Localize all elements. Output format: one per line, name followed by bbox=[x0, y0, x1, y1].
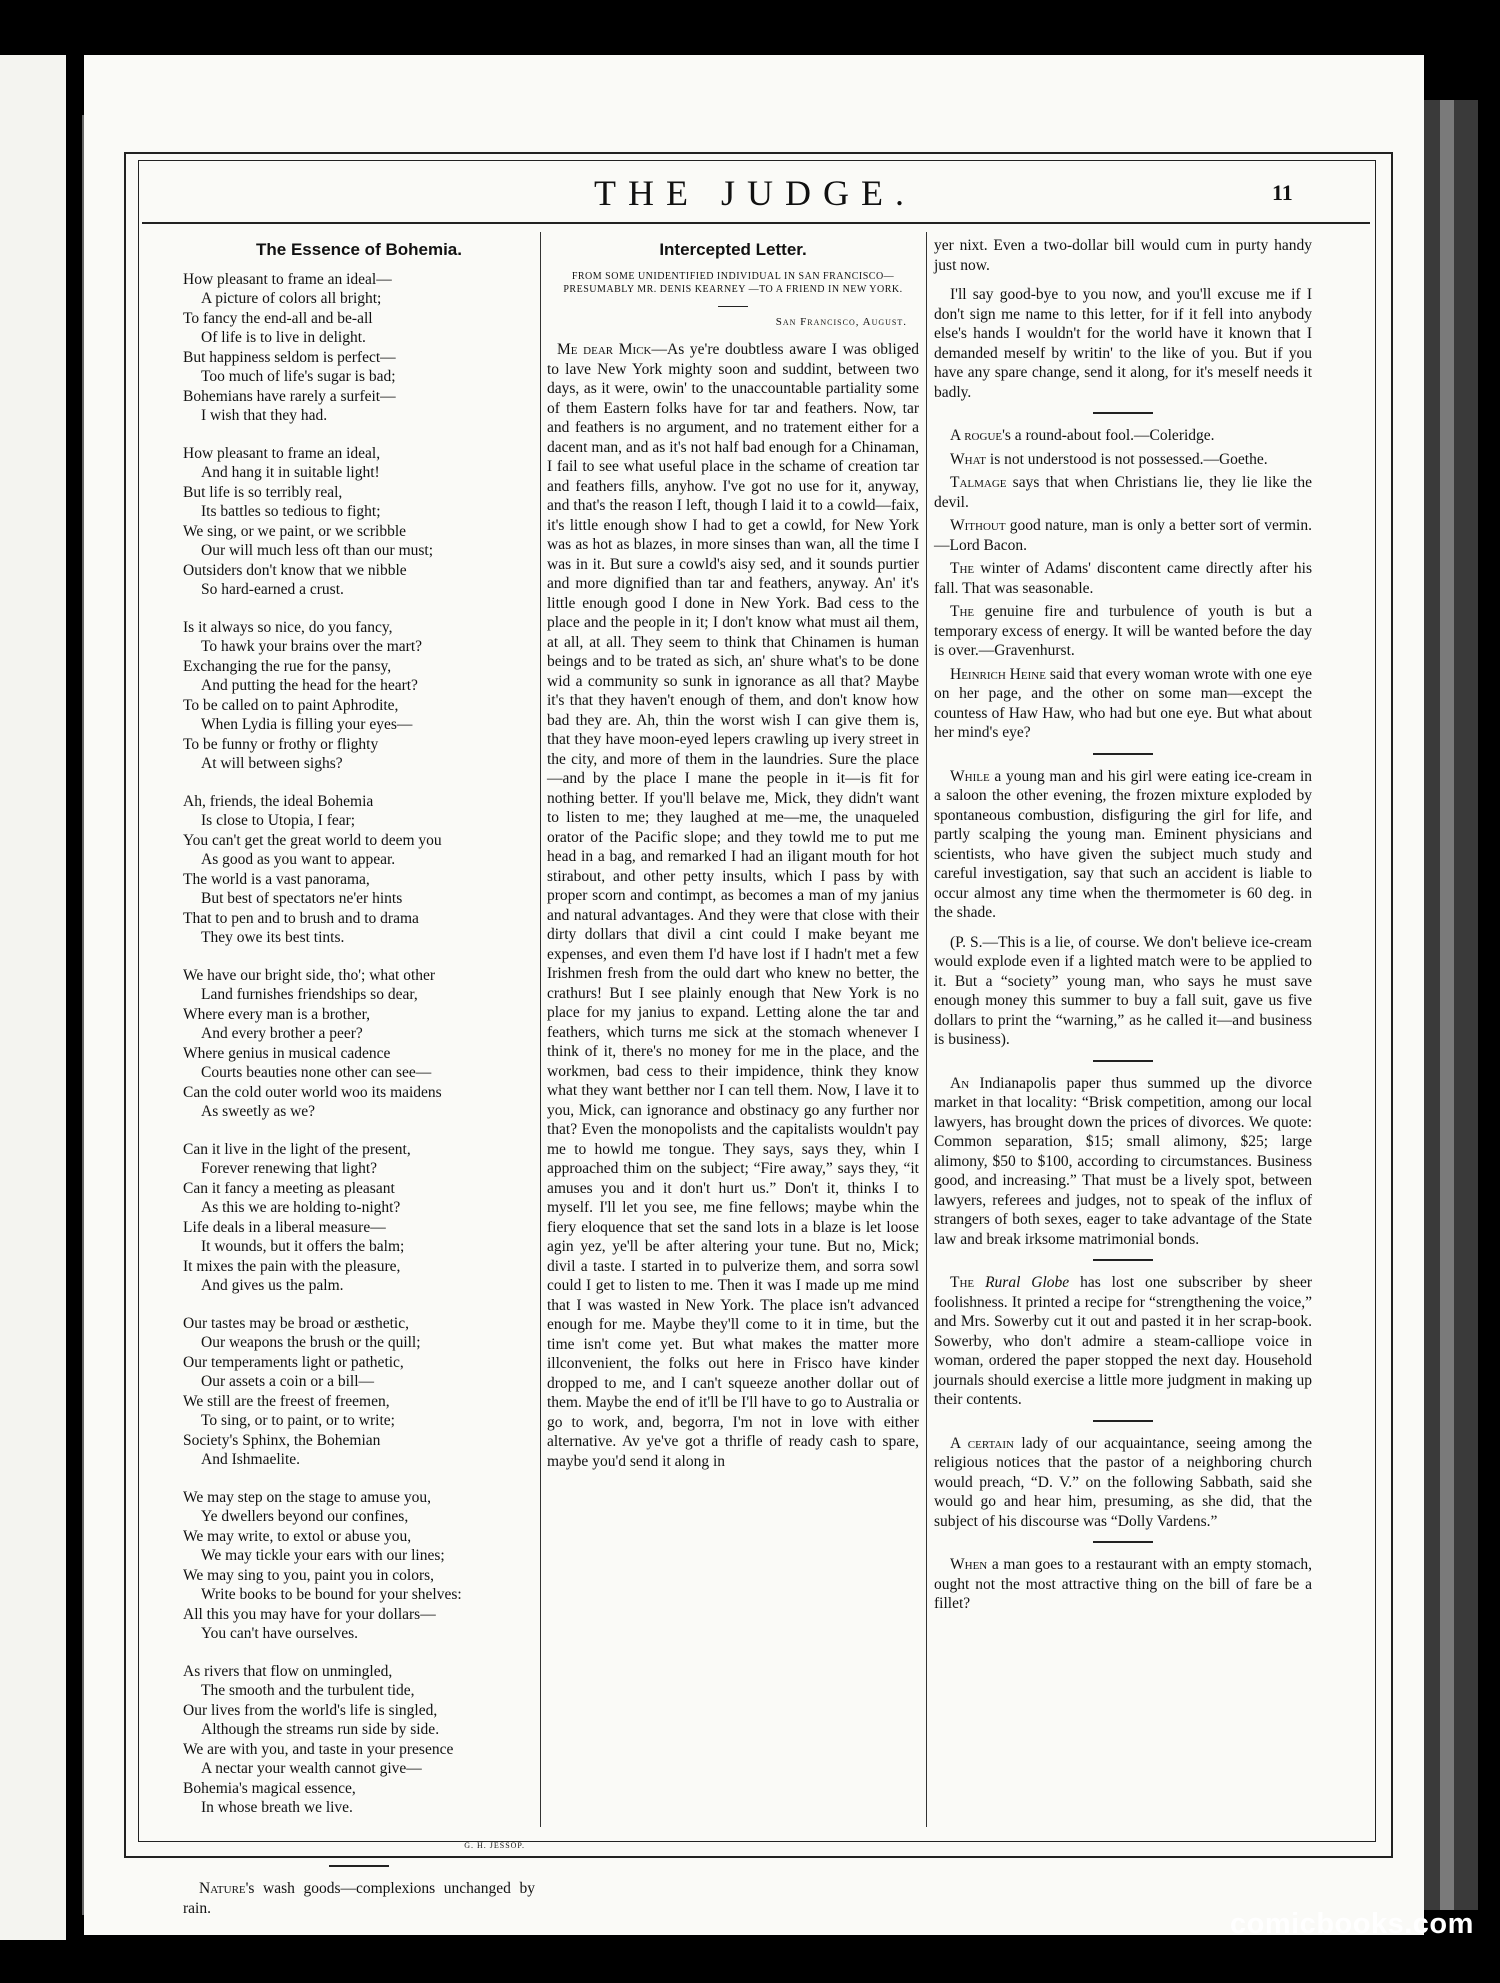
poem-line: How pleasant to frame an ideal— bbox=[183, 270, 392, 288]
quote-item bbox=[934, 450, 1312, 470]
poem-line: A picture of colors all bright; bbox=[201, 290, 382, 307]
lady-paragraph bbox=[934, 1434, 1312, 1532]
poem-line: We may step on the stage to amuse you, bbox=[183, 1488, 431, 1506]
quote-item bbox=[934, 426, 1312, 446]
poem-line: Can the cold outer world woo its maidens bbox=[183, 1083, 442, 1101]
poem-stanza bbox=[183, 444, 535, 600]
poem-line: A nectar your wealth cannot give— bbox=[201, 1760, 422, 1777]
poem-line: All this you may have for your dollars— bbox=[183, 1605, 436, 1623]
poem-line: Ah, friends, the ideal Bohemia bbox=[183, 792, 374, 810]
quote-text: genuine fire and turbulence of youth is but a temporary excess of energy. It will be wanted before the day is over.—Gravenhurst. bbox=[934, 603, 1312, 659]
poem-line: As rivers that flow on unmingled, bbox=[183, 1662, 393, 1680]
poem-stanza bbox=[183, 792, 535, 948]
letter-text: —As ye're doubtless aware I was obliged to lave New York mighty soon and suddint, between two days, as it were, owin' to the unaccountable partiality some of them Eastern folks have for tar and feathers. Now, tar and feathers is no argument, and no tratement either for a dacent man, and as it's not half bad enough for a Chinaman, I fail to see what useful place in the schame of creation tar and feathers fills, anyhow. I've got no use for it, anyway, and that's the reason I left, though I laid it to a cowld—faix, it's little enough show I had to get a cowld, for New York was as hot as blazes, in more sinses than wan, all the time I was in it. But sure a cowld's aisy sed, and it sounds purtier and more dignified than tar and feathers, anyway. An' it's little enough good I done in New York. Bad cess to the place and the people in it; I don't know what must ail them, at all, at all. They seem to think that Chinamen is human beings and to be trated as sich, an' shure what's to be done wid a community so sunk in ignorance as all that? Maybe it's that they haven't enough of them, and don't know how bad they are. Ah, thin the worst wish I can give them is, that they have moon-eyed lepers crawling up ivery street in the city, and more of them in the laundries. Sure the place—and by the place I mane the people in it—is fit for nothing better. If you'll belave me, Mick, they didn't want to listen to me; they laughed at me—me, the unaqueled orator of the Pacific slope; and they towld me to put me head in a bag, and remarked I had an iligant mouth for hot stirabout, and other petty insults, which I pass by with proper scorn and contimpt, as becomes a man of my janius and natural advantages. And they were that close with their dirty dollars that divil a cint could I make beyant me expenses, and even them I'd have lost if I hadn't met a few Irishmen fresh from the ould dart who knew no better, the crathurs! But I see plainly enough that New York is no place for my janius to expand. Letting alone the tar and feathers, which turns me sick at the stomach whenever I think of it, there's no money for me in the place, and the workmen, bad cess to their impidence, think they know what they want betther nor I can tell them. Now, I lave it to you, Mick, can ignorance and obstinacy go any further nor that? Even the monopolists and the capitalists wouldn't pay me to howld me tongue. They says, says they, whin I approached thim on the subject; “Fire away,” says they, “it amuses you and it don't hurt us.” Don't it, thinks I to myself. I'll let you see, me fine fellows; maybe whin the fiery eloquence that set the sand lots in a blaze is let loose agin yez, ye'll be after altering your tune. But no, Mick; divil a taste. I started in to pulverize them, and sorra sowl could I get to listen to me. Then it was I made up me mind that I was wasted in New York. The place isn't advanced enough for me. Maybe they'll come to it in time, but the time isn't come yet. But what makes the matter more illconvenient, the folks out here in Frisco have kinder dropped to me, and I can't squeeze another dollar out of them. Maybe the end of it'll be I'll have to go to Australia or go to work, and, begorra, I'm not in love with either alternative. Av ye've got a thrifle of ready cash to spare, maybe you'd send it along in bbox=[547, 341, 920, 1470]
poem-stanza bbox=[183, 1662, 535, 1818]
letter-continued: yer nixt. Even a two-dollar bill would cum in purty handy just now. bbox=[934, 237, 1312, 274]
poem-line: It wounds, but it offers the balm; bbox=[201, 1238, 405, 1255]
nature-lead: Nature bbox=[199, 1880, 246, 1897]
column-rule-1 bbox=[540, 232, 541, 1827]
poem-line: Too much of life's sugar is bad; bbox=[201, 368, 396, 385]
poem-line: Can it fancy a meeting as pleasant bbox=[183, 1179, 395, 1197]
poem-line: I wish that they had. bbox=[201, 407, 328, 424]
separator bbox=[1093, 1060, 1153, 1062]
poem-line: Life deals in a liberal measure— bbox=[183, 1218, 386, 1236]
poem-line: Exchanging the rue for the pansy, bbox=[183, 657, 392, 675]
poem-line: We may write, to extol or abuse you, bbox=[183, 1527, 412, 1545]
poem-body bbox=[183, 270, 535, 1818]
poem-line: As this we are holding to-night? bbox=[201, 1199, 401, 1216]
poem-line: Society's Sphinx, the Bohemian bbox=[183, 1431, 381, 1449]
watermark-logo: comicbooks.com bbox=[1230, 1908, 1474, 1940]
poem-line: Bohemians have rarely a surfeit— bbox=[183, 387, 396, 405]
poem-line: Ye dwellers beyond our confines, bbox=[201, 1508, 409, 1525]
poem-line: To fancy the end-all and be-all bbox=[183, 309, 373, 327]
quote-lead: The bbox=[950, 603, 975, 620]
divorce-text: Indianapolis paper thus summed up the divorce market in that locality: “Brisk competition, among our local lawyers, has brought down the prices of divorces. We quote: Common separation, $15; small alimony, $25; large alimony, $50 to $100, according to circumstances. Business good, and increasing.” That must be a lively spot, between lawyers, referees and judges, not to speak of the influx of strangers of both sexes, eager to take advantage of the State law and break irksome matrimonial bonds. bbox=[934, 1074, 1312, 1248]
quote-text: 's a round-about fool.—Coleridge. bbox=[1002, 427, 1215, 444]
separator bbox=[1093, 1420, 1153, 1422]
poem-line: We still are the freest of freemen, bbox=[183, 1392, 390, 1410]
poem-line: Bohemia's magical essence, bbox=[183, 1779, 356, 1797]
nature-text: 's wash goods—complexions unchanged by rain. bbox=[183, 1880, 535, 1917]
restaurant-lead: When bbox=[950, 1556, 988, 1573]
poem-line: That to pen and to brush and to drama bbox=[183, 909, 419, 927]
separator bbox=[329, 1865, 389, 1867]
poem-line: To be funny or frothy or flighty bbox=[183, 735, 379, 753]
poem-line: The smooth and the turbulent tide, bbox=[201, 1682, 415, 1699]
poem-line: As good as you want to appear. bbox=[201, 851, 396, 868]
quote-text: says that when Christians lie, they lie like the devil. bbox=[934, 474, 1312, 511]
poem-line: As sweetly as we? bbox=[201, 1103, 316, 1120]
poem-line: The world is a vast panorama, bbox=[183, 870, 370, 888]
poem-line: Its battles so tedious to fight; bbox=[201, 503, 381, 520]
poem-line: Courts beauties none other can see— bbox=[201, 1064, 432, 1081]
separator bbox=[1093, 412, 1153, 414]
poem-line: Write books to be bound for your shelves: bbox=[201, 1586, 462, 1603]
poem-line: It mixes the pain with the pleasure, bbox=[183, 1257, 401, 1275]
book-binding-shadow bbox=[1440, 100, 1454, 1910]
poem-line: Our tastes may be broad or æsthetic, bbox=[183, 1314, 409, 1332]
poem-line: Of life is to live in delight. bbox=[201, 329, 366, 346]
quote-item bbox=[934, 665, 1312, 743]
poem-line: In whose breath we live. bbox=[201, 1799, 353, 1816]
globe-paragraph bbox=[934, 1273, 1312, 1410]
poem-line: Our will much less oft than our must; bbox=[201, 542, 434, 559]
poem-line: And putting the head for the heart? bbox=[201, 677, 418, 694]
column-miscellany bbox=[934, 236, 1312, 1624]
poem-stanza bbox=[183, 618, 535, 774]
poem-line: Our lives from the world's life is singled, bbox=[183, 1701, 438, 1719]
quote-lead: What bbox=[950, 450, 987, 468]
letter-close: I'll say good-bye to you now, and you'll excuse me if I don't sign me name to this letter, for if it fell into anybody else's hands I wouldn't for the world have it known that I demanded meself by writin' to the like of you. But if you have any spare change, send it along, for it's meself needs it badly. bbox=[934, 286, 1312, 401]
poem-line: To be called on to paint Aphrodite, bbox=[183, 696, 399, 714]
quote-lead: A rogue bbox=[950, 427, 1003, 444]
lady-text: lady of our acquaintance, seeing among the religious notices that the pastor of a neighboring church would preach, “D. V.” on the following Sabbath, said she would go and hear him, presuming, as she did, that the subject of his discourse was “Dolly Vardens.” bbox=[934, 1434, 1312, 1530]
poem-line: Our weapons the brush or the quill; bbox=[201, 1334, 421, 1351]
poem-line: We may tickle your ears with our lines; bbox=[201, 1547, 445, 1564]
quote-text: said that every woman wrote with one eye on her page, and the other on some man—except the countess of Haw Haw, who had but one eye. But what about her mind's eye? bbox=[934, 665, 1313, 741]
poem-stanza bbox=[183, 270, 535, 426]
column-letter bbox=[547, 236, 919, 1481]
poem-line: Forever renewing that light? bbox=[201, 1160, 378, 1177]
poem-line: Our temperaments light or pathetic, bbox=[183, 1353, 404, 1371]
poem-line: So hard-earned a crust. bbox=[201, 581, 344, 598]
poem-line: You can't have ourselves. bbox=[201, 1625, 359, 1642]
poem-line: We have our bright side, tho'; what other bbox=[183, 966, 436, 984]
quote-item bbox=[934, 516, 1312, 555]
poem-line: How pleasant to frame an ideal, bbox=[183, 444, 381, 462]
quote-item bbox=[934, 559, 1312, 598]
adjacent-page-edge bbox=[0, 55, 66, 1940]
poem-stanza bbox=[183, 1140, 535, 1296]
poem-line: Outsiders don't know that we nibble bbox=[183, 561, 407, 579]
poem-line: You can't get the great world to deem you bbox=[183, 831, 442, 849]
poem-author: G. H. JESSOP. bbox=[464, 1840, 525, 1850]
globe-lead: The bbox=[950, 1274, 975, 1291]
poem-title: The Essence of Bohemia. bbox=[256, 240, 462, 259]
lady-lead: A certain bbox=[950, 1434, 1014, 1452]
letter-title: Intercepted Letter. bbox=[659, 240, 807, 259]
letter-dateline: San Francisco, August. bbox=[775, 315, 907, 328]
quote-lead: Talmage bbox=[950, 474, 1007, 491]
poem-line: But happiness seldom is perfect— bbox=[183, 348, 396, 366]
poem-line: Although the streams run side by side. bbox=[201, 1721, 440, 1738]
divorce-paragraph bbox=[934, 1074, 1312, 1250]
globe-text: has lost one subscriber by sheer foolishness. It printed a recipe for “strengthening the voice,” and Mrs. Sowerby cut it out and pasted it in her scrap-book. Sowerby, who don't admire a steam-calliope voice in woman, ordered the paper stopped the next day. Household journals should exercise a little more judgment in making up their contents. bbox=[934, 1274, 1313, 1408]
poem-line: We sing, or we paint, or we scribble bbox=[183, 522, 407, 540]
poem-line: At will between sighs? bbox=[201, 755, 343, 772]
letter-salutation: Me dear Mick bbox=[557, 341, 652, 358]
quote-text: is not understood is not possessed.—Goethe. bbox=[986, 450, 1268, 468]
poem-stanza bbox=[183, 966, 535, 1122]
quote-item bbox=[934, 602, 1312, 661]
poem-line: Is close to Utopia, I fear; bbox=[201, 812, 356, 829]
quote-lead: The bbox=[950, 560, 975, 577]
icecream-lead: While bbox=[950, 767, 990, 785]
poem-line: We may sing to you, paint you in colors, bbox=[183, 1566, 435, 1584]
poem-line: And gives us the palm. bbox=[201, 1277, 344, 1294]
poem-line: But best of spectators ne'er hints bbox=[201, 890, 403, 907]
masthead-title: THE JUDGE. bbox=[594, 173, 916, 213]
masthead-rule bbox=[142, 222, 1370, 224]
poem-line: Can it live in the light of the present, bbox=[183, 1140, 411, 1158]
nature-paragraph bbox=[183, 1879, 535, 1918]
quote-lead: Heinrich Heine bbox=[950, 665, 1046, 683]
poem-line: Where genius in musical cadence bbox=[183, 1044, 391, 1062]
icecream-text: a young man and his girl were eating ice-cream in a saloon the other evening, the frozen mixture exploded by spontaneous combustion, disfiguring the girl for life, and partly scalping the young man. Eminent physicians and scientists, who have given the subject much study and careful investigation, say that such an accident is liable to occur almost any time when the thermometer is 60 deg. in the shade. bbox=[934, 767, 1312, 921]
poem-line: And hang it in suitable light! bbox=[201, 464, 380, 481]
quotes-list bbox=[934, 426, 1312, 743]
icecream-paragraph bbox=[934, 767, 1312, 923]
column-poem bbox=[183, 236, 535, 1928]
poem-stanza bbox=[183, 1314, 535, 1470]
column-rule-2 bbox=[926, 232, 927, 1827]
poem-line: And every brother a peer? bbox=[201, 1025, 363, 1042]
poem-line: Land furnishes friendships so dear, bbox=[201, 986, 418, 1003]
poem-stanza bbox=[183, 1488, 535, 1644]
poem-line: Where every man is a brother, bbox=[183, 1005, 371, 1023]
quote-text: winter of Adams' discontent came directly after his fall. That was seasonable. bbox=[934, 560, 1312, 597]
poem-line: And Ishmaelite. bbox=[201, 1451, 301, 1468]
quote-lead: Without bbox=[950, 517, 1006, 534]
poem-line: Our assets a coin or a bill— bbox=[201, 1373, 375, 1390]
poem-line: Is it always so nice, do you fancy, bbox=[183, 618, 393, 636]
separator bbox=[1093, 753, 1153, 755]
poem-line: To sing, or to paint, or to write; bbox=[201, 1412, 395, 1429]
separator bbox=[1093, 1541, 1153, 1543]
letter-body bbox=[547, 340, 919, 1471]
poem-line: To hawk your brains over the mart? bbox=[201, 638, 423, 655]
ps-paragraph: (P. S.—This is a lie, of course. We don't believe ice-cream would explode even if a lighted match were to be applied to it. But a “society” young man, who says he must save enough money this summer to buy a fall suit, gave us five dollars to print the “warning,” as he called it—and business is business). bbox=[934, 933, 1312, 1048]
poem-line: But life is so terribly real, bbox=[183, 483, 343, 501]
page-number: 11 bbox=[1272, 180, 1293, 205]
poem-line: When Lydia is filling your eyes— bbox=[201, 716, 413, 733]
letter-subtitle: FROM SOME UNIDENTIFIED INDIVIDUAL IN SAN FRANCISCO—PRESUMABLY MR. DENIS KEARNEY —TO A FRIEND IN NEW YORK. bbox=[563, 270, 903, 295]
poem-line: We are with you, and taste in your presence bbox=[183, 1740, 454, 1758]
restaurant-paragraph bbox=[934, 1555, 1312, 1614]
separator bbox=[1093, 1259, 1153, 1261]
separator bbox=[718, 306, 748, 307]
quote-item bbox=[934, 473, 1312, 512]
globe-italic: Rural Globe bbox=[985, 1274, 1070, 1291]
restaurant-text: a man goes to a restaurant with an empty stomach, ought not the most attractive thing on the bill of fare be a fillet? bbox=[934, 1556, 1312, 1612]
quote-text: good nature, man is only a better sort of vermin.—Lord Bacon. bbox=[934, 517, 1312, 554]
poem-line: They owe its best tints. bbox=[201, 929, 345, 946]
divorce-lead: An bbox=[950, 1074, 970, 1092]
